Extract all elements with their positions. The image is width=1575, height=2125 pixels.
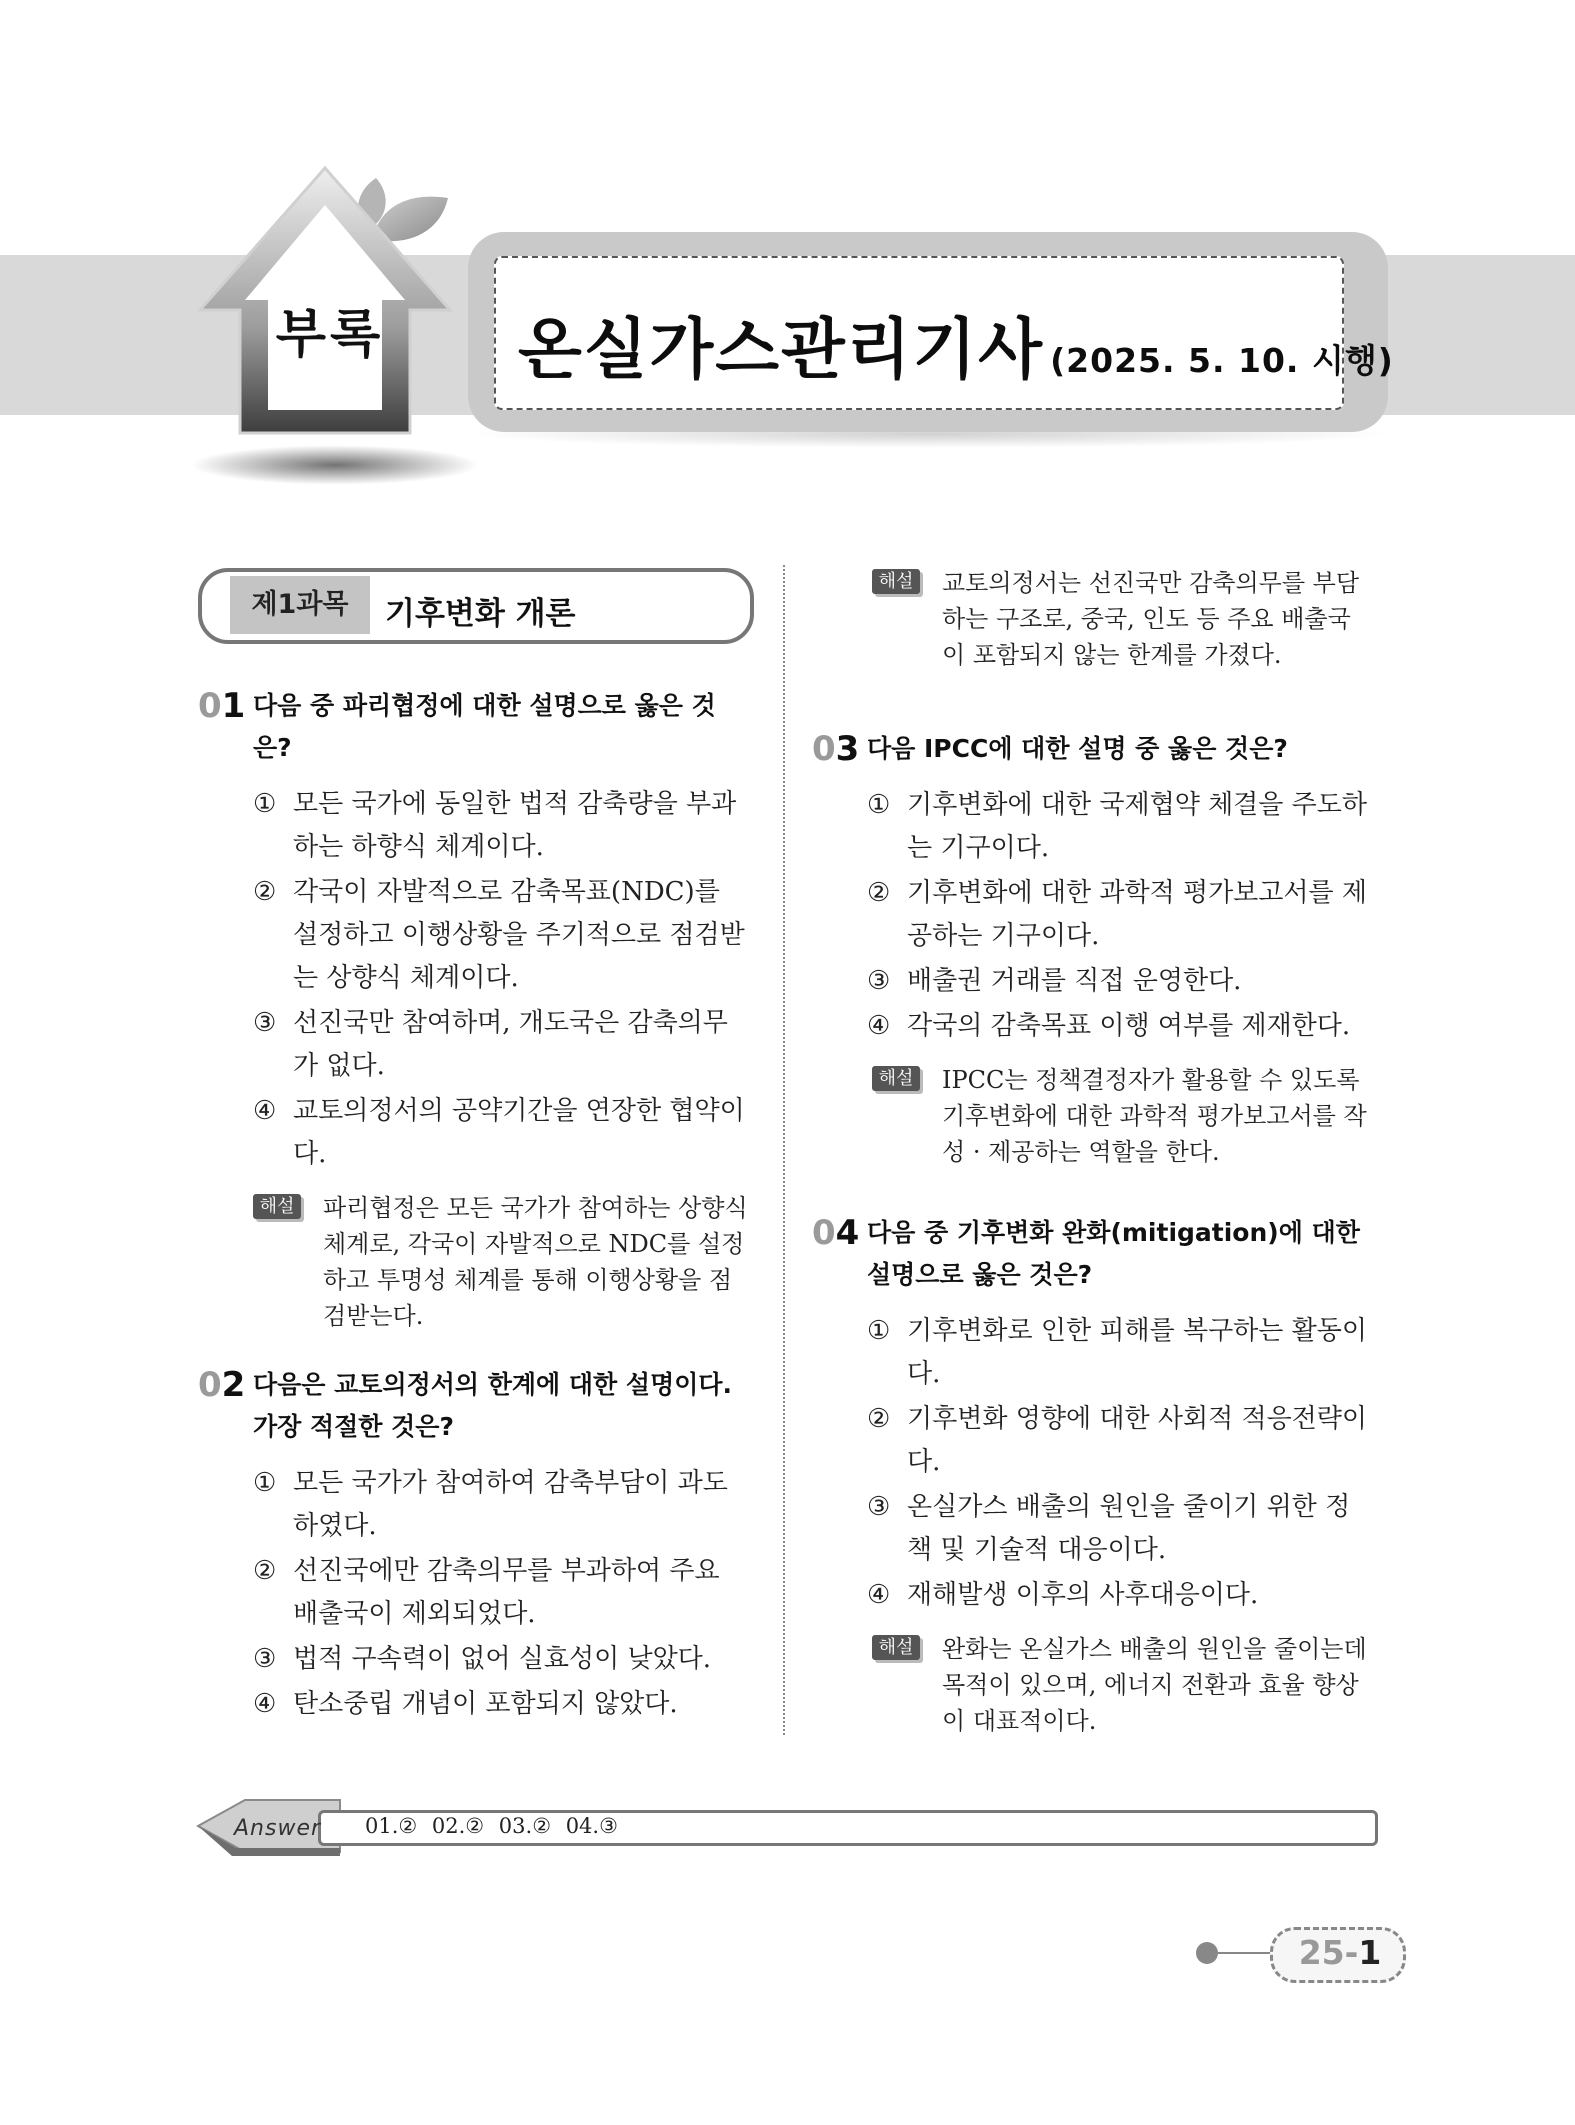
explanation bbox=[872, 565, 1372, 673]
explanation-text: 교토의정서는 선진국만 감축의무를 부담하는 구조로, 중국, 인도 등 주요 배출국이 포함되지 않는 한계를 가졌다. bbox=[942, 569, 1360, 669]
question-text: 다음은 교토의정서의 한계에 대한 설명이다. 가장 적절한 것은? bbox=[253, 1370, 733, 1441]
explanation-badge: 해설 bbox=[872, 1066, 920, 1091]
option: ④ 재해발생 이후의 사후대응이다. bbox=[867, 1580, 1259, 1610]
question-header bbox=[812, 1212, 1372, 1296]
option: ② 선진국에만 감축의무를 부과하여 주요 배출국이 제외되었다. bbox=[253, 1556, 720, 1629]
page-connector bbox=[1218, 1952, 1270, 1954]
question-2-explanation bbox=[812, 565, 1372, 673]
question-number: 03 bbox=[812, 729, 860, 769]
option: ③ 온실가스 배출의 원인을 줄이기 위한 정책 및 기술적 대응이다. bbox=[867, 1492, 1351, 1565]
page-title bbox=[518, 296, 1394, 391]
explanation-badge: 해설 bbox=[872, 569, 920, 594]
page-number: 25-1 bbox=[1298, 1933, 1382, 1972]
section-number: 제1과목 bbox=[230, 576, 370, 634]
question-number: 02 bbox=[198, 1365, 246, 1405]
option: ② 기후변화에 대한 과학적 평가보고서를 제공하는 기구이다. bbox=[867, 878, 1368, 951]
option: ② 기후변화 영향에 대한 사회적 적응전략이다. bbox=[867, 1404, 1368, 1477]
explanation-badge: 해설 bbox=[253, 1194, 301, 1219]
question-text: 다음 중 파리협정에 대한 설명으로 옳은 것은? bbox=[253, 691, 716, 762]
answer-label: Answer bbox=[234, 1816, 322, 1841]
explanation-text: 파리협정은 모든 국가가 참여하는 상향식 체계로, 각국이 자발적으로 NDC를 설정하고 투명성 체계를 통해 이행상황을 점검받는다. bbox=[323, 1194, 748, 1330]
question-text: 다음 IPCC에 대한 설명 중 옳은 것은? bbox=[867, 734, 1288, 763]
question-4 bbox=[812, 1212, 1372, 1739]
option: ① 모든 국가가 참여하여 감축부담이 과도하였다. bbox=[253, 1468, 728, 1541]
option: ③ 배출권 거래를 직접 운영한다. bbox=[867, 966, 1242, 996]
option: ④ 각국의 감축목표 이행 여부를 제재한다. bbox=[867, 1011, 1351, 1041]
question-text: 다음 중 기후변화 완화(mitigation)에 대한 설명으로 옳은 것은? bbox=[867, 1218, 1360, 1289]
option: ② 각국이 자발적으로 감축목표(NDC)를 설정하고 이행상황을 주기적으로 점검받는 상향식 체계이다. bbox=[253, 877, 745, 993]
option: ③ 법적 구속력이 없어 실효성이 낮았다. bbox=[253, 1644, 712, 1674]
explanation-badge: 해설 bbox=[872, 1635, 920, 1660]
question-number: 04 bbox=[812, 1213, 860, 1253]
answer-key: 01.② 02.② 03.② 04.③ bbox=[365, 1814, 618, 1838]
option: ① 기후변화에 대한 국제협약 체결을 주도하는 기구이다. bbox=[867, 790, 1368, 863]
question-number: 01 bbox=[198, 686, 246, 726]
page-dot bbox=[1196, 1942, 1218, 1964]
option: ① 기후변화로 인한 피해를 복구하는 활동이다. bbox=[867, 1316, 1368, 1389]
option: ④ 탄소중립 개념이 포함되지 않았다. bbox=[253, 1689, 678, 1719]
explanation-text: 완화는 온실가스 배출의 원인을 줄이는데 목적이 있으며, 에너지 전환과 효율 향상이 대표적이다. bbox=[942, 1635, 1367, 1735]
explanation-text: IPCC는 정책결정자가 활용할 수 있도록 기후변화에 대한 과학적 평가보고서를 작성 · 제공하는 역할을 한다. bbox=[942, 1066, 1367, 1166]
appendix-badge: 부록 bbox=[275, 305, 385, 365]
question-3 bbox=[812, 728, 1372, 1170]
question-header bbox=[812, 728, 1372, 770]
title-text: 온실가스관리기사 bbox=[518, 311, 1045, 388]
option: ③ 선진국만 참여하며, 개도국은 감축의무가 없다. bbox=[253, 1008, 728, 1081]
section-title: 기후변화 개론 bbox=[385, 596, 576, 632]
answer-arrow-icon bbox=[0, 0, 360, 1880]
option: ④ 교토의정서의 공약기간을 연장한 협약이다. bbox=[253, 1096, 745, 1169]
option: ① 모든 국가에 동일한 법적 감축량을 부과하는 하향식 체계이다. bbox=[253, 789, 737, 862]
exam-date: (2025. 5. 10. 시행) bbox=[1050, 341, 1394, 380]
explanation bbox=[872, 1631, 1372, 1739]
explanation bbox=[872, 1062, 1372, 1170]
column-divider bbox=[783, 565, 785, 1735]
